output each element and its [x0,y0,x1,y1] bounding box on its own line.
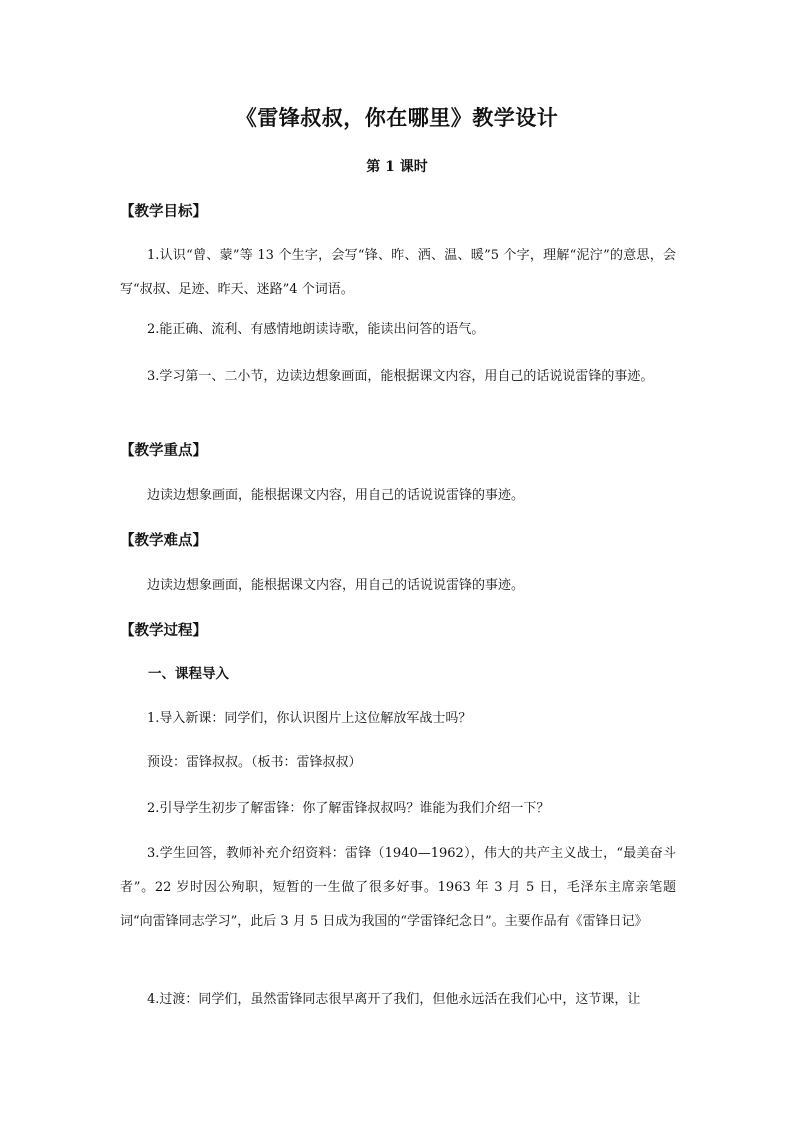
goal-item-1: 1.认识“曾、蒙”等 13 个生字，会写“锋、昨、洒、温、暖”5 个字，理解“泥泞”的意思，会写“叔叔、足迹、昨天、迷路”4 个词语。 [120,248,676,297]
difficulties-text: 边读边想象画面，能根据课文内容，用自己的话说说雷锋的事迹。 [147,578,525,593]
process-item-prediction: 预设：雷锋叔叔。（板书：雷锋叔叔） [147,755,362,770]
lesson-period: 第 1 课时 [366,159,428,175]
process-item-4: 4.过渡：同学们，虽然雷锋同志很早离开了我们，但他永远活在我们心中，这节课，让 [147,992,641,1007]
section-heading-goals: 【教学目标】 [120,203,207,220]
process-item-3: 3.学生回答，教师补充介绍资料：雷锋（1940—1962），伟大的共产主义战士，“最美奋斗者”。22 岁时因公殉职，短暂的一生做了很多好事。1963 年 3 月 5 日，毛泽东主席亲笔题词“向雷锋同志学习”，此后 3 月 5 日成为我国的“学雷锋纪念日”。主要作品有《雷锋日记》 [120,846,676,929]
process-item-2: 2.引导学生初步了解雷锋：你了解雷锋叔叔吗？谁能为我们介绍一下？ [147,801,550,816]
section-heading-difficulties: 【教学难点】 [120,532,207,549]
process-item-1: 1.导入新课：同学们，你认识图片上这位解放军战士吗？ [147,711,472,726]
key-points-text: 边读边想象画面，能根据课文内容，用自己的话说说雷锋的事迹。 [147,488,525,503]
process-part1-heading: 一、课程导入 [148,666,229,682]
document-title: 《雷锋叔叔，你在哪里》教学设计 [235,105,559,130]
section-heading-key-points: 【教学重点】 [120,442,207,459]
goal-item-2: 2.能正确、流利、有感情地朗读诗歌，能读出问答的语气。 [147,322,485,337]
goal-item-3: 3.学习第一、二小节，边读边想象画面，能根据课文内容，用自己的话说说雷锋的事迹。 [147,369,654,384]
section-heading-process: 【教学过程】 [120,622,207,639]
